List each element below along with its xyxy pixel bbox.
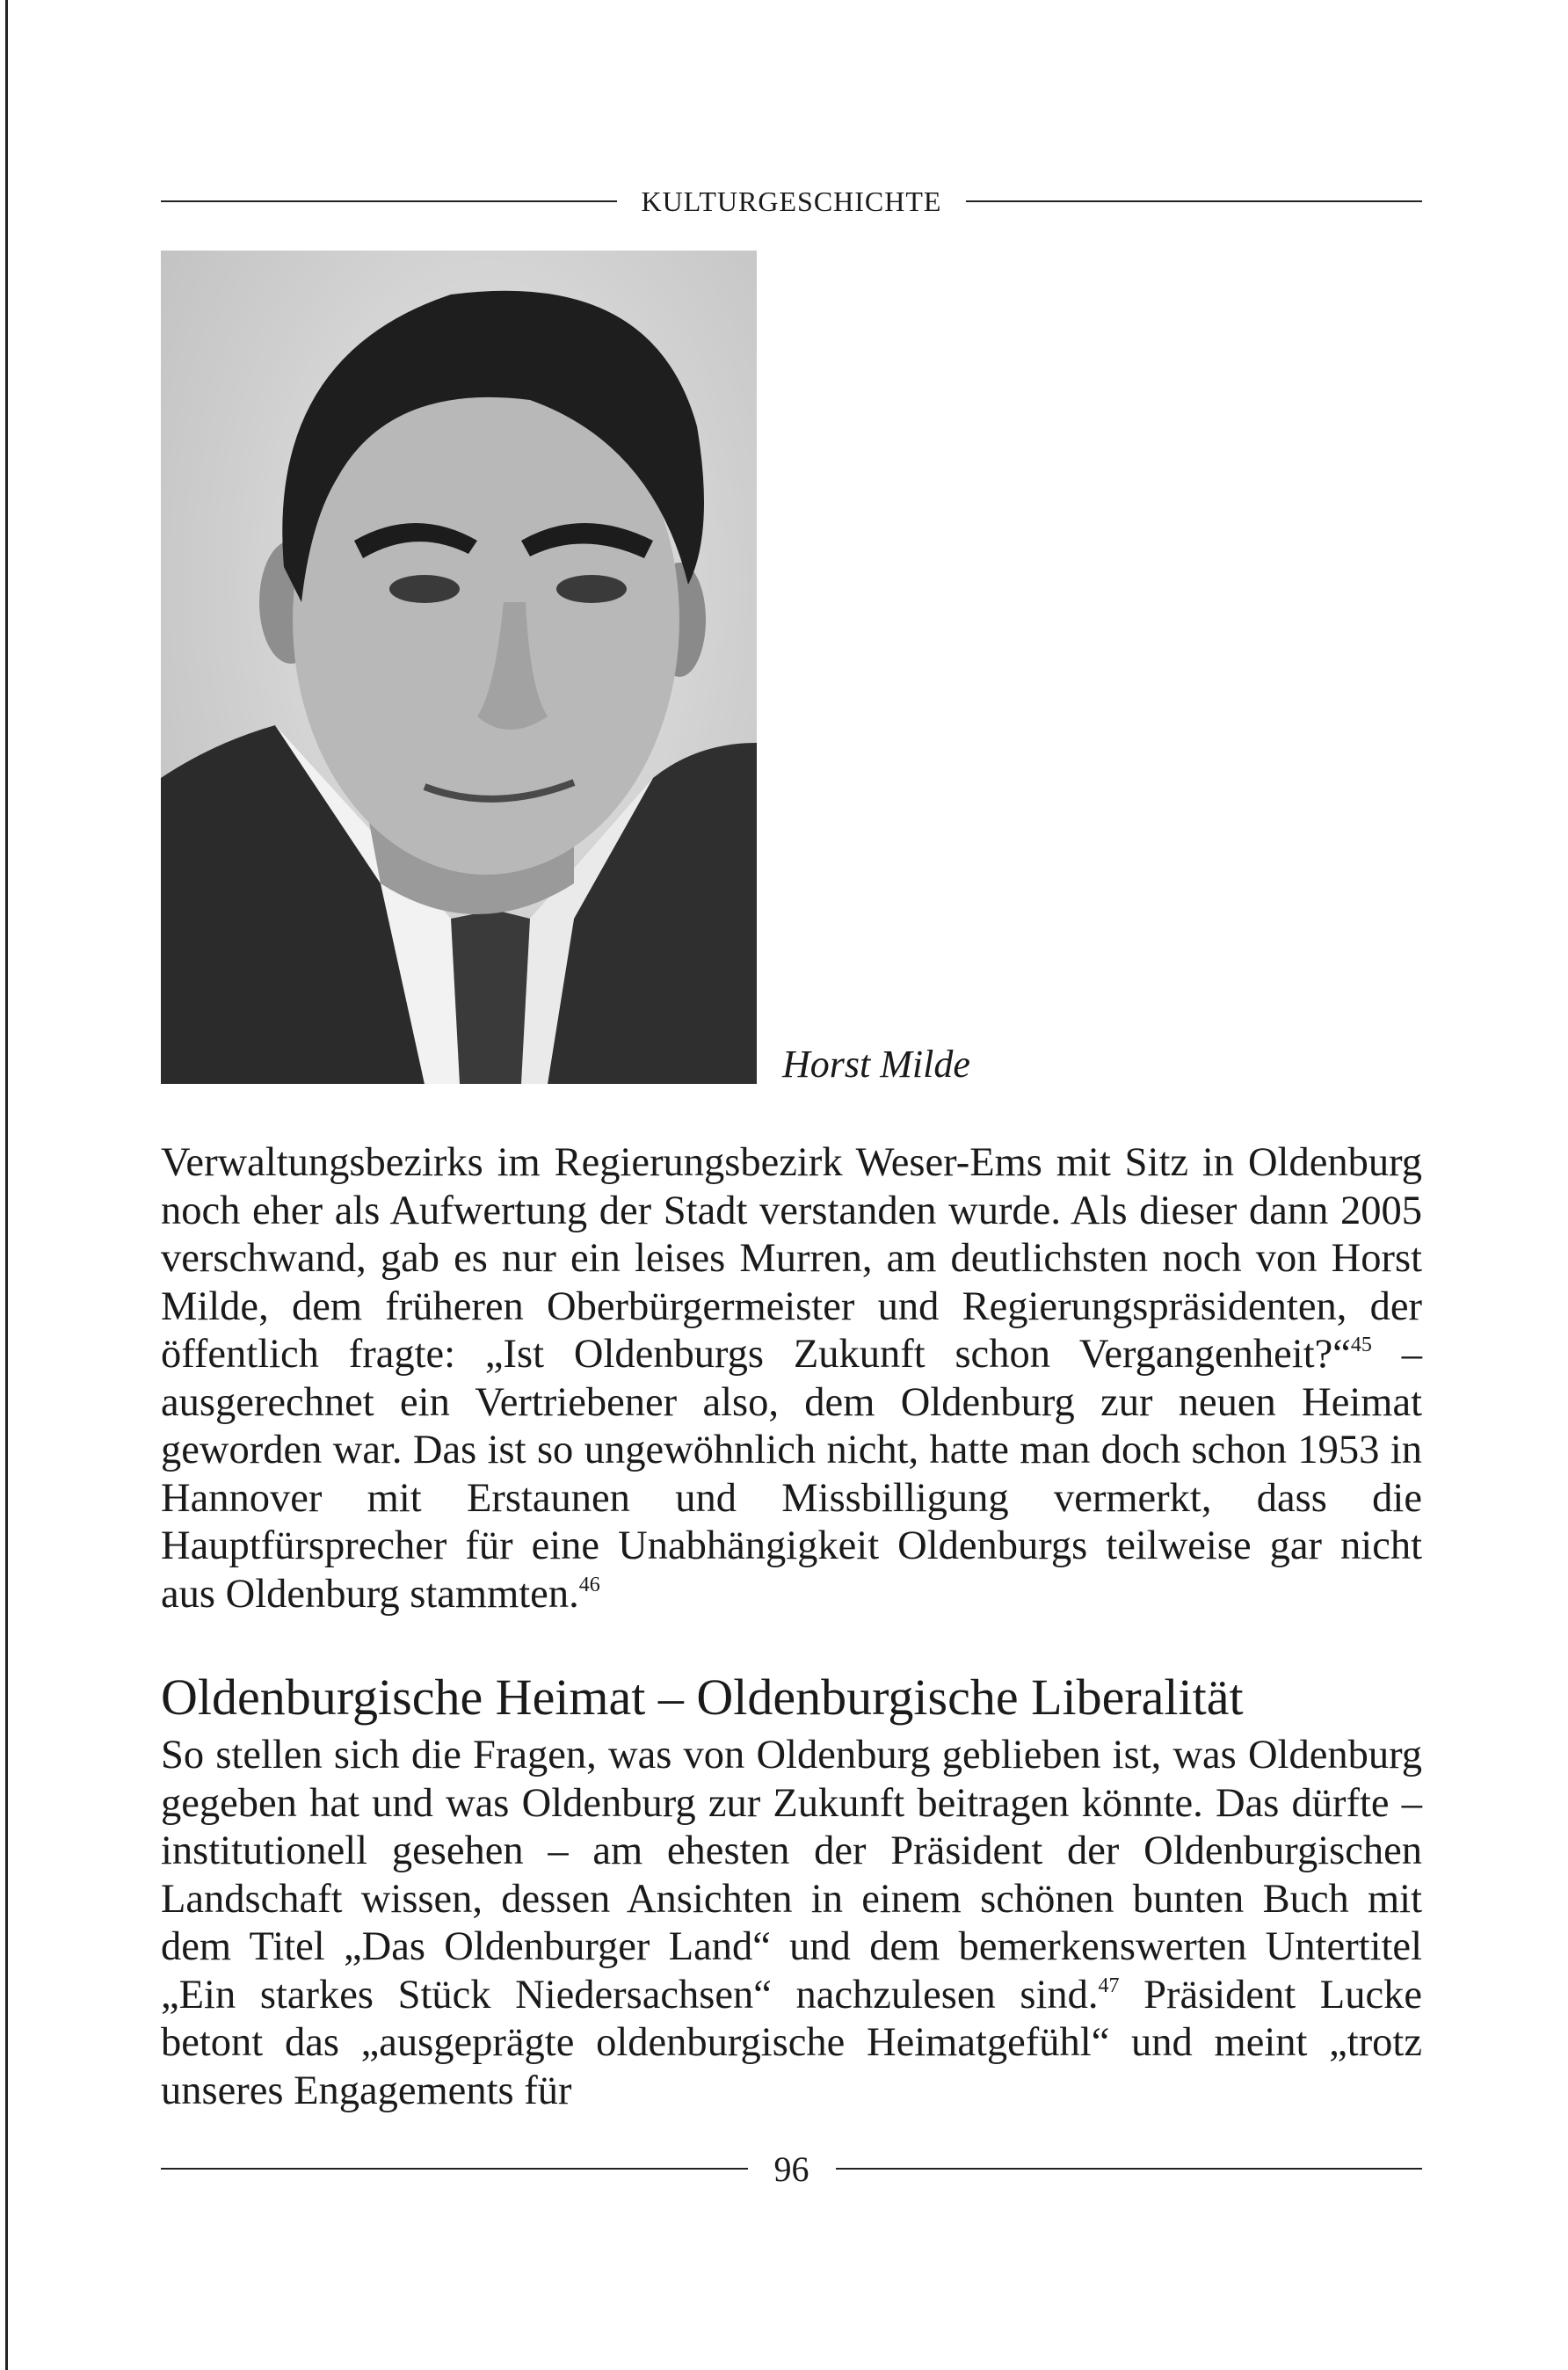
running-title: KULTURGESCHICHTE: [641, 185, 942, 217]
footnote-marker[interactable]: 47: [1098, 1974, 1120, 1997]
page-footer: [161, 2147, 1422, 2191]
paragraph-text: – ausgerechnet ein Vertriebener also, dem Oldenburg zur neuen Heimat geworden war. Das ist so ungewöhnlich nicht, hatte man doch schon 1953 in Hannover mit Erstaunen und Missbilligung vermerkt, dass die Hauptfürsprecher für eine Unabhängigkeit Oldenburgs teilweise gar nicht aus Oldenburg stammten.: [161, 1332, 1422, 1617]
body-paragraph: [161, 1139, 1422, 1618]
footnote-marker[interactable]: 46: [578, 1573, 600, 1596]
footer-rule-left: [161, 2168, 748, 2170]
header-rule-right: [966, 200, 1422, 202]
body-paragraph: [161, 1732, 1422, 2115]
portrait-photo: [161, 251, 757, 1084]
section-heading: Oldenburgische Heimat – Oldenburgische Liberalität: [161, 1668, 1244, 1726]
footnote-marker[interactable]: 45: [1350, 1334, 1372, 1356]
footer-rule-right: [836, 2168, 1423, 2170]
header-rule-left: [161, 200, 617, 202]
paragraph-text: Verwaltungsbezirks im Regierungsbezirk Weser-Ems mit Sitz in Oldenburg noch eher als Aufwertung der Stadt verstanden wurde. Als dieser dann 2005 verschwand, gab es nur ein leises Murren, am deutlichsten noch von Horst Milde, dem früheren Oberbürgermeister und Regierungspräsidenten, der öffentlich fragte: „Ist Oldenburgs Zukunft schon Vergangenheit?“: [161, 1140, 1422, 1377]
page-number: 96: [773, 2148, 809, 2189]
paragraph-text: So stellen sich die Fragen, was von Oldenburg geblieben ist, was Oldenburg gegeben hat und was Oldenburg zur Zukunft beitragen könnte. Das dürfte – institutionell gesehen – am ehesten der Präsident der Oldenburgischen Landschaft wissen, dessen Ansichten in einem schönen bunten Buch mit dem Titel „Das Oldenburger Land“ und dem bemerkenswerten Untertitel „Ein starkes Stück Niedersachsen“ nachzulesen sind.: [161, 1733, 1422, 2017]
page-binding-edge: [5, 0, 8, 2370]
running-header: [161, 180, 1422, 222]
paragraph-text: Präsident Lucke betont das „ausgeprägte oldenburgische Heimatgefühl“ und meint „trotz unseres Engagements für: [161, 1972, 1422, 2113]
photo-caption: Horst Milde: [782, 1043, 970, 1086]
